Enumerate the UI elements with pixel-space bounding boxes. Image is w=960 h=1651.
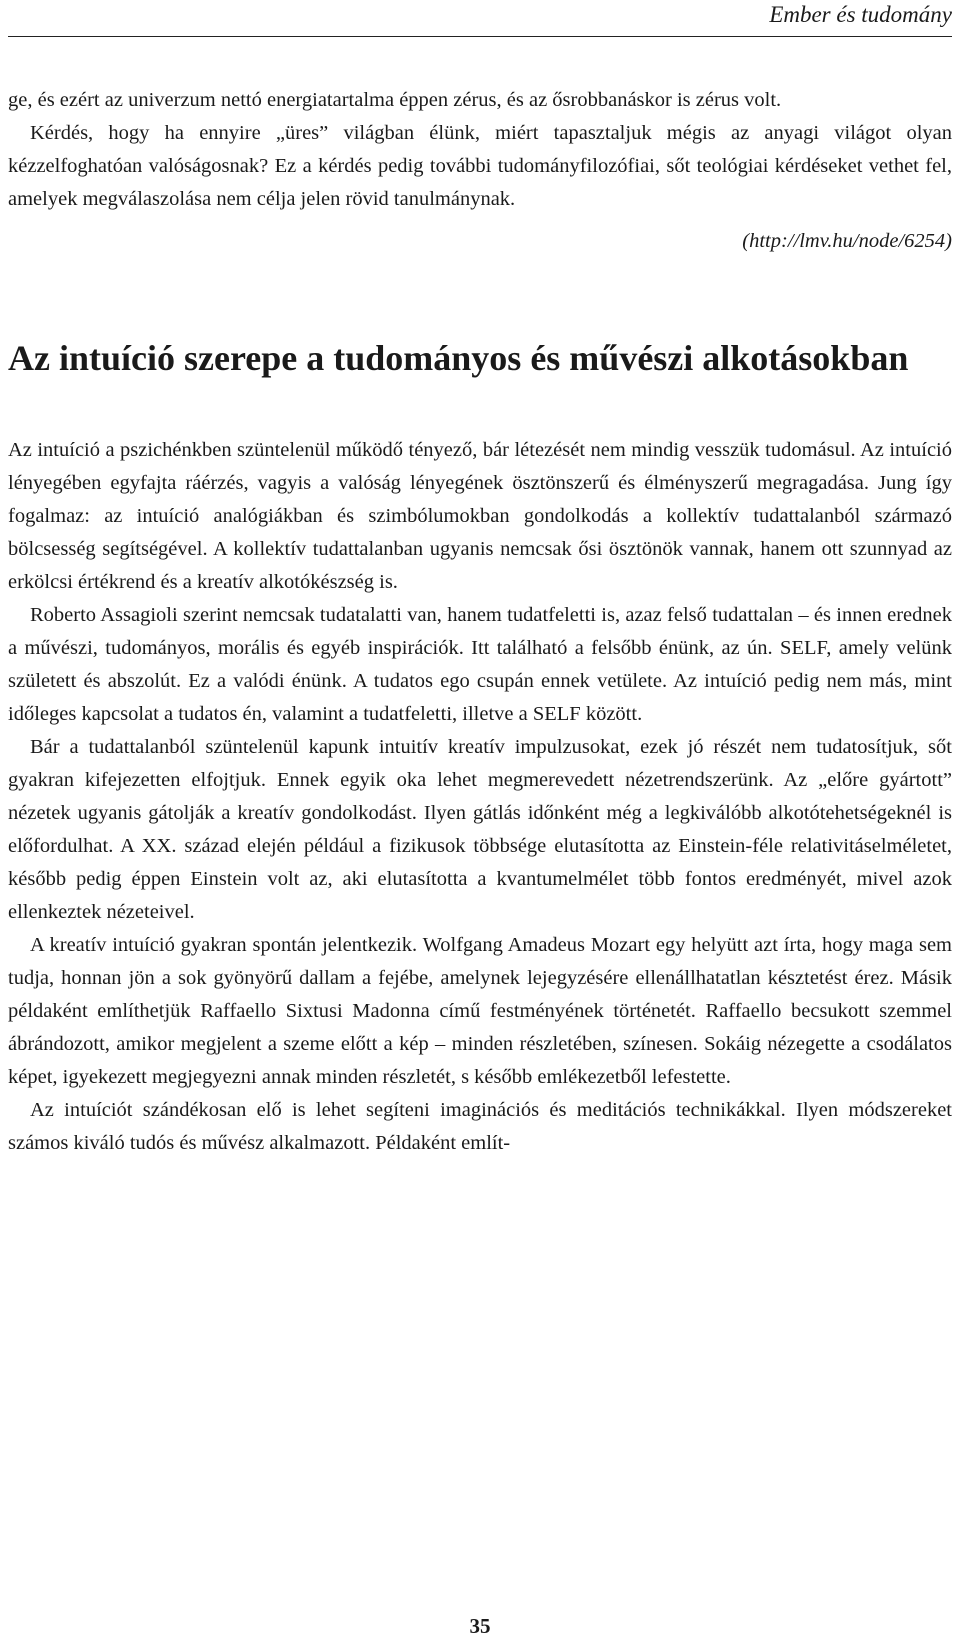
paragraph: Az intuíciót szándékosan elő is lehet segíteni imaginációs és meditációs technikákkal. Ilyen módszereket számos kiváló tudós és művész alkalmazott. Példaként említ- — [8, 1099, 952, 1154]
paragraph: Roberto Assagioli szerint nemcsak tudatalatti van, hanem tudatfeletti is, azaz felső tudattalan – és innen erednek a művészi, tudományos, morális és egyéb inspirációk. Itt található a felsőbb énünk, az ún. SELF, amely velünk született és abszolút. Ez a valódi énünk. A tudatos ego csupán ennek vetülete. Az intuíció pedig nem más, mint időleges kapcsolat a tudatos én, valamint a tudatfeletti, illetve a SELF között. — [8, 604, 952, 725]
running-header — [8, 0, 952, 37]
section-heading: Az intuíció szerepe a tudományos és művészi alkotásokban — [8, 338, 909, 378]
paragraph: Az intuíció a pszichénkben szüntelenül működő tényező, bár létezését nem mindig vesszük tudomásul. Az intuíció lényegében egyfajta ráérzés, vagyis a valóság lényegének ösztönszerű és élményszerű megragadása. Jung így fogalmaz: az intuíció analógiákban és szimbólumokban gondolkodás a kollektív tudattalanból származó bölcsesség segítségével. A kollektív tudattalanban ugyanis nemcsak ősi ösztönök vannak, hanem ott szunnyad az erkölcsi értékrend és a kreatív alkotókészség is. — [8, 439, 952, 593]
page-number: 35 — [469, 1614, 491, 1638]
paragraph: ge, és ezért az univerzum nettó energiatartalma éppen zérus, és az ősrobbanáskor is zérus volt. — [8, 89, 782, 111]
running-title: Ember és tudomány — [769, 2, 952, 27]
paragraph: Kérdés, hogy ha ennyire „üres” világban élünk, miért tapasztaljuk mégis az anyagi világot olyan kézzelfoghatóan valóságosnak? Ez a kérdés pedig további tudományfilozófiai, sőt teológiai kérdéseket vethet fel, amelyek megválaszolása nem célja jelen rövid tanulmánynak. — [8, 122, 952, 210]
section-body — [8, 434, 952, 1160]
paragraph: Bár a tudattalanból szüntelenül kapunk intuitív kreatív impulzusokat, ezek jó részét nem tudatosítjuk, sőt gyakran kifejezetten elfojtjuk. Ennek egyik oka lehet megmerevedett nézetrendszerünk. Az „előre gyártott” nézetek ugyanis gátolják a kreatív gondolkodást. Ilyen gátlás időnként még a legkiválóbb alkotótehetségeknél is előfordulhat. A XX. század elején például a fizikusok többsége elutasította az Einstein-féle relativitáselméletet, később pedig éppen Einstein volt az, aki elutasította a kvantumelmélet több fontos eredményét, mivel azok ellenkeztek nézeteivel. — [8, 736, 952, 923]
source-link: (http://lmv.hu/node/6254) — [742, 230, 952, 252]
page-content — [8, 84, 952, 1160]
paragraph: A kreatív intuíció gyakran spontán jelentkezik. Wolfgang Amadeus Mozart egy helyütt azt írta, hogy maga sem tudja, honnan jön a sok gyönyörű dallam a fejébe, amelynek lejegyzésére ellenállhatatlan késztetést érez. Másik példaként említhetjük Raffaello Sixtusi Madonna című festményének történetét. Raffaello becsukott szemmel ábrándozott, amikor megjelent a szeme előtt a kép – minden részletében, színesen. Sokáig nézegette a csodálatos képet, igyekezett megjegyezni annak minden részletét, s később emlékezetből lefestette. — [8, 934, 952, 1088]
